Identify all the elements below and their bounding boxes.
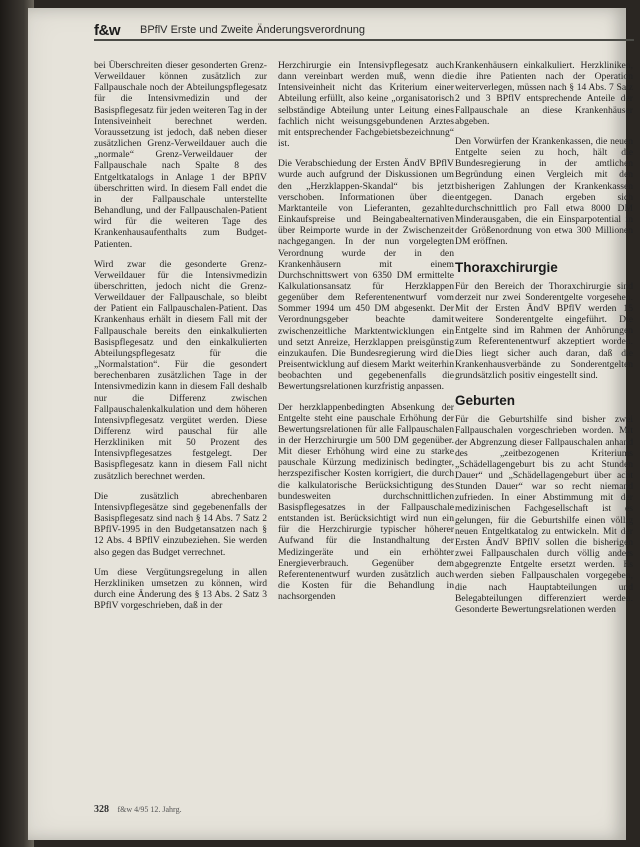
paragraph: Für den Bereich der Thoraxchirurgie sind derzeit nur zwei Sonderentgelte vorgesehen. Mit der Ersten ÄndV BPflV werden 15 weitere Sonderentgelte eingeführt. Die Entgelte sind im Rahmen der Anhörungen zum Referentenentwurf akzeptiert worden. Dies liegt sicher auch daran, daß die Krankenhausverbände zu Sonderentgelten grundsätzlich positiv eingestellt sind. xyxy=(455,280,633,381)
paragraph: Den Vorwürfen der Krankenkassen, die neuen Entgelte seien zu hoch, hält die Bundesregierung in der amtlichen Begründung einen Vergleich mit den bisherigen Zahlungen der Krankenkassen entgegen. Danach ergeben sich durchschnittlich pro Fall etwa 8000 DM Minderausgaben, die ein Einsparpotential in der Größenordnung von etwa 300 Millionen DM eröffnen. xyxy=(455,135,633,248)
paragraph: bei Überschreiten dieser gesonderten Grenz-Verweildauer können zusätzlich zur Fallpauschale noch der Abteilungspflegesatz für die Intensivmedizin und der Basispflegesatz für jeden weiteren Tag in der Intensiveinheit berechnet werden. Voraussetzung ist jedoch, daß neben dieser zusätzlichen Grenz-Verweildauer auch die „normale“ Grenz-Verweildauer der Fallpauschale nach Spalte 8 des Entgeltkatalogs in Anlage 1 der BPflV überschritten wird. In diesem Fall endet die in der Fallpauschale unterstellte Behandlung, und der Fallpauschalen-Patient wird für die weiteren Tage des Krankenhausaufenthalts zum Budget-Patienten. xyxy=(94,60,267,250)
column-1 xyxy=(94,60,267,620)
paragraph: Um diese Vergütungsregelung in allen Herzkliniken umsetzen zu können, wird durch eine Änderung des § 13 Abs. 2 Satz 3 BPflV vorgeschrieben, daß in der xyxy=(94,566,267,612)
paragraph: Die Verabschiedung der Ersten ÄndV BPflV wurde auch aufgrund der Diskussionen um den „Herzklappen-Skandal“ bis jetzt verschoben. Informationen über die Marktanteile von Lieferanten, gezahlte Einkaufspreise und Beingabealternativen über Reimporte wurde in der Zwischenzeit nachgegangen. In der nun vorgelegten Verordnung wurde der in den Krankenhäusern mit einem Durchschnittswert von 6350 DM ermittelte Kalkulationsansatz für Herzklappen gegenüber dem Referentenentwurf vom Sommer 1994 um 450 DM abgesenkt. Der Verordnungsgeber beachte damit zwischenzeitliche Marktentwicklungen ein und setzt Anreize, Herzklappen preisgünstig einzukaufen. Die Bundesregierung wird die Preisentwicklung auf diesem Markt weiterhin beobachten und gegebenenfalls die Bewertungsrelationen kurzfristig anpassen. xyxy=(278,158,454,393)
page-number: 328 xyxy=(94,804,109,815)
header-title: BPflV Erste und Zweite Änderungsverordnung xyxy=(140,24,366,36)
section-heading-thoraxchirurgie: Thoraxchirurgie xyxy=(455,259,558,275)
paragraph: Wird zwar die gesonderte Grenz-Verweildauer für die Intensivmedizin überschritten, jedoch nicht die Grenz-Verweildauer der Fallpauschale, so bleibt der Patient ein Fallpauschalen-Patient. Das Krankenhaus erhält in diesem Fall mit der Fallpauschale bereits den einkalkulierten Basispflegesatz und den einkalkulierten Abteilungspflegesatz für die „Normalstation“. Für die gesondert berechenbaren zusätzlichen Tage in der Intensivmedizin kann in diesem Fall deshalb nur die Differenz zwischen Fallpauschalenkalkulation und dem höheren Intensivpflegesatz vergütet werden. Diese Differenz wird pauschal für alle Herzkliniken mit 50 Prozent des Intensivpflegesatzes festgelegt. Der Basispflegesatz kann in diesem Fall nicht zusätzlich berechnet werden. xyxy=(94,258,267,482)
page-footer xyxy=(94,804,182,815)
running-header xyxy=(94,22,634,44)
column-3 xyxy=(455,60,633,624)
paragraph: Krankenhäusern einkalkuliert. Herzkliniken, die ihre Patienten nach der Operation weiterverlegen, müssen nach § 14 Abs. 7 Satz 2 und 3 BPflV entsprechende Anteile der Fallpauschale an diese Krankenhäuser abgeben. xyxy=(455,60,633,127)
section-heading-geburten: Geburten xyxy=(455,393,516,409)
paragraph: Für die Geburtshilfe sind bisher zwei Fallpauschalen vorgeschrieben worden. Mit der Abgrenzung dieser Fallpauschalen anhand des „zeitbezogenen Kriteriums „Schädellagengeburt bis zu acht Stunden Dauer“ und „Schädellagengeburt über acht Stunden Dauer“ war so recht niemand zufrieden. In einer Abstimmung mit der medizinischen Fachgesellschaft ist es gelungen, für die Geburtshilfe einen völlig neuen Entgeltkatalog zu entwickeln. Mit der Ersten ÄndV BPflV sollen die bisherigen zwei Fallpauschalen durch völlig anders abgegrenzte Entgelte ersetzt werden. Es werden sieben Fallpauschalen vorgegeben, die nach Hauptabteilungen und Belegabteilungen differenziert werden. Gesonderte Bewertungsrelationen werden xyxy=(455,414,633,615)
column-2 xyxy=(278,60,454,611)
paragraph: Die zusätzlich abrechenbaren Intensivpflegesätze sind gegebenenfalls der Basispflegesatz sind nach § 14 Abs. 7 Satz 2 BPflV-1995 in den Budgetansatzen nach § 12 Abs. 4 BPflV einzubeziehen. Sie werden also gegen das Budget verrechnet. xyxy=(94,490,267,558)
header-rule xyxy=(94,39,634,41)
footer-source: f&w 4/95 12. Jahrg. xyxy=(117,805,182,814)
journal-logo: f&w xyxy=(94,22,120,39)
paragraph: Herzchirurgie ein Intensivpflegesatz auch dann vereinbart werden muß, wenn die Intensiveinheit nicht das Kriterium einer Abteilung erfüllt, also keine „organisatorisch selbständige Abteilung unter Leitung eines fachlich nicht weisungsgebundenen Arztes mit entsprechender Fachgebietsbezeichnung“ ist. xyxy=(278,60,454,150)
paragraph: Der herzklappenbedingten Absenkung der Entgelte steht eine pauschale Erhöhung der Bewertungsrelationen für alle Fallpauschalen in der Herzchirurgie um 500 DM gegenüber. Mit dieser Erhöhung wird eine zu starke pauschale Kürzung medizinisch bedingter, herzspezifischer Kosten korrigiert, die durch die kalkulatorische Berücksichtigung des bundesweiten durchschnittlichen Basispflegesatzes in der Fallpauschale entstanden ist. Berücksichtigt wird nun ein für die Herzchirurgie typischer höherer Aufwand für die Instandhaltung der Medizingeräte und ein erhöhter Energieverbrauch. Gegenüber dem Referentenentwurf wurden zusätzlich auch die Kosten für die Behandlung in nachsorgenden xyxy=(278,401,454,603)
